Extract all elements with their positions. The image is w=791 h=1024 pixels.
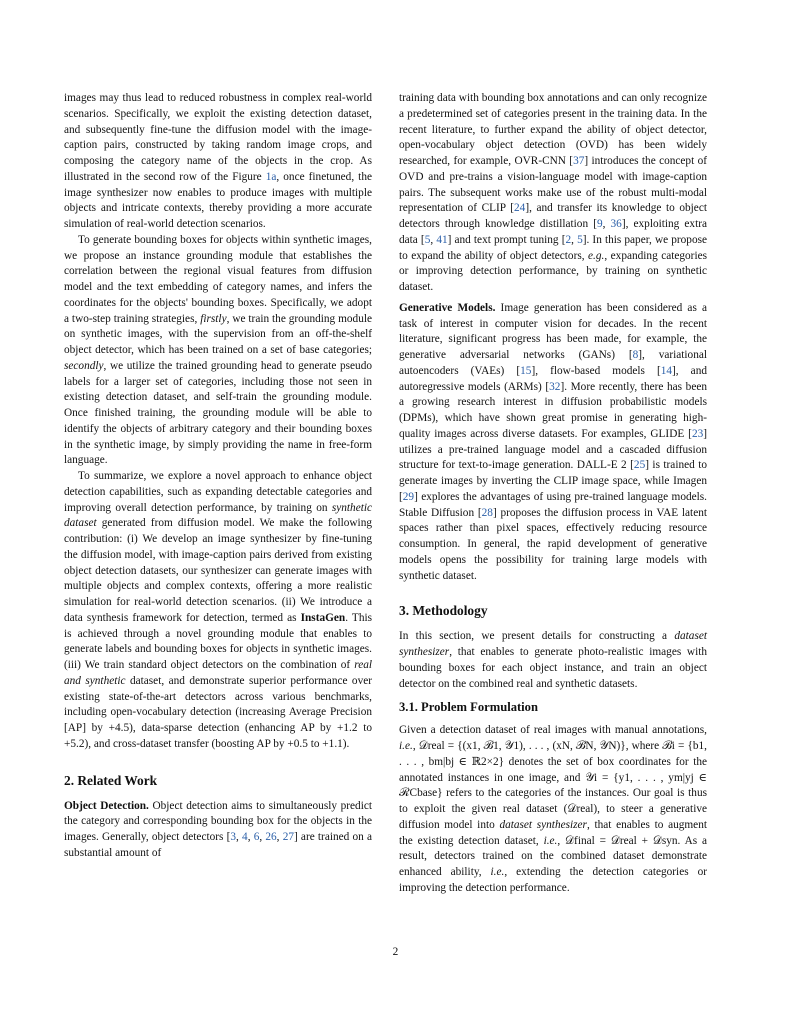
citation[interactable]: 9 <box>596 218 603 230</box>
right-column <box>399 91 707 897</box>
citation[interactable]: 29 <box>402 490 415 503</box>
generative-models-label: Generative Models. <box>399 301 496 314</box>
object-detection-label: Object Detection. <box>64 799 149 812</box>
generative-models-paragraph: Generative Models. Image generation has been considered as a task of interest in computer vision for decades. In the recent literature, significant progress has been made, for example, the generative adversarial networks (GANs) [8], variational autoencoders (VAEs) [15], flow-based models [14], and autoregressive models (ARMs) [32]. More recently, there has been a growing research interest in diffusion probabilistic models (DPMs), which have shown great promise in generating high-quality images across diverse datasets. For examples, GLIDE [23] utilizes a pre-trained language model and a cascaded diffusion structure for text-to-image generation. DALL-E 2 [25] is trained to generate images by inverting the CLIP image space, while Imagen [29] explores the advantages of using pre-trained language models. Stable Diffusion [28] proposes the diffusion process in VAE latent spaces rather than pixel spaces, effectively reducing resource consumption. In general, the rapid development of generative models opens the possibility for training large models with synthetic dataset. <box>399 301 708 582</box>
methodology-heading: 3. Methodology <box>399 603 488 619</box>
citation[interactable]: 28 <box>481 506 493 519</box>
citation[interactable]: 23 <box>691 427 704 440</box>
citation[interactable]: 36 <box>610 218 622 230</box>
citation[interactable]: 3 <box>230 831 237 843</box>
page-number: 2 <box>392 946 399 958</box>
citation[interactable]: 14 <box>660 364 673 377</box>
citation[interactable]: 8 <box>632 349 639 361</box>
citation[interactable]: 6 <box>253 831 260 843</box>
grounding-module-paragraph: To generate bounding boxes for objects within synthetic images, we propose an instance grounding module that establishes the correlation between the regional visual features from diffusion model and the text embedding of category names, and infers the coordinates for the objects' bounding boxes. Specifically, we adopt a two-step training strategies, firstly, we train the grounding module on synthetic images, with the supervision from an off-the-shelf object detector, which has been trained on a set of base categories; secondly, we utilize the trained grounding head to generate pseudo labels for a larger set of categories, including those not seen in existing detection dataset, and self-train the grounding module. Once finished training, the grounding module will be able to identify the objects of arbitrary category and their bounding boxes in the synthetic image, by simply providing the name in free-form language. <box>64 233 372 467</box>
ovd-paragraph: training data with bounding box annotations and can only recognize a predetermined set of categories present in the training data. In the recent literature, to further expand the ability of object detector, open-vocabulary object detection (OVD) has been widely researched, for example, OVR-CNN [37] introduces the concept of OVD and pre-trains a vision-language model with image-caption pairs. The subsequent works make use of the robust multi-modal representation of CLIP [24], and transfer its knowledge to object detectors through knowledge distillation [9, 36], exploiting extra data [5, 41] and text prompt tuning [2, 5]. In this paper, we propose to expand the ability of object detectors, e.g., expanding categories or improving detection performance, by training on synthetic dataset. <box>399 92 708 293</box>
methodology-intro-paragraph: In this section, we present details for constructing a dataset synthesizer, that enables to generate photo-realistic images with bounding boxes for each object instance, and train an object detector on the combined real and synthetic datasets. <box>399 630 707 690</box>
figure-ref-1a[interactable]: 1a <box>265 170 277 183</box>
related-work-heading: 2. Related Work <box>64 772 158 788</box>
object-detection-paragraph: Object Detection. Object detection aims to simultaneously predict the category and corresponding bounding box for the objects in the images. Generally, object detectors [3, 4, 6, 26, 27] are trained on a substantial amount of <box>64 799 372 859</box>
citation[interactable]: 26 <box>265 831 277 843</box>
citation[interactable]: 27 <box>282 831 294 843</box>
citation[interactable]: 41 <box>436 233 448 246</box>
contributions-paragraph: To summarize, we explore a novel approach to enhance object detection capabilities, such as expanding detectable categories and improving overall detection performance, by training on synthetic dataset generated from diffusion model. We make the following contribution: (i) We develop an image synthesizer by fine-tuning the diffusion model, with image-caption pairs derived from existing object detection datasets, our synthesizer can generate images with multiple objects and complex contexts, offering a more realistic simulation for real-world detection scenarios. (ii) We introduce a data synthesis framework for detection, termed as InstaGen. This is achieved through a novel grounding module that enables to generate labels and bounding boxes for objects in synthetic images. (iii) We train standard object detectors on the combination of real and synthetic dataset, and demonstrate superior performance over existing state-of-the-art detectors across various benchmarks, including open-vocabulary detection (increasing Average Precision [AP] by +4.5), data-sparse detection (enhancing AP by +1.2 to +5.2), and cross-dataset transfer (boosting AP by +0.5 to +1.1). <box>64 470 372 750</box>
citation[interactable]: 32 <box>549 380 561 393</box>
citation[interactable]: 4 <box>242 831 248 843</box>
problem-formulation-heading: 3.1. Problem Formulation <box>399 700 538 715</box>
citation[interactable]: 5 <box>577 233 583 246</box>
equation-final-dataset: , 𝒟final = 𝒟real + 𝒟syn. <box>557 834 681 847</box>
citation[interactable]: 15 <box>520 364 532 377</box>
instagen-name: InstaGen <box>300 611 346 624</box>
citation[interactable]: 25 <box>633 459 646 472</box>
citation[interactable]: 37 <box>573 155 585 167</box>
citation[interactable]: 5 <box>424 233 431 246</box>
intro-paragraph-continued: images may thus lead to reduced robustness in complex real-world scenarios. Specifically, we exploit the existing detection dataset, and subsequently fine-tune the diffusion model with the image-caption pairs, constructed by taking random image crops, and composing the category name of the objects in the crop. As illustrated in the second row of the Figure 1a, once finetuned, the image synthesizer now enables to produce images with multiple objects and intricate contexts, thereby providing a more accurate simulation of real-world detection scenarios. <box>64 92 372 230</box>
left-column <box>64 91 372 862</box>
equation-real-dataset: , 𝒟real = {(x1, ℬ1, 𝒴1), . . . , (xN, ℬN, 𝒴N)}, <box>412 740 629 752</box>
citation[interactable]: 2 <box>565 233 572 246</box>
problem-formulation-paragraph: Given a detection dataset of real images with manual annotations, i.e., 𝒟real = {(x1, ℬ1, 𝒴1), . . . , (xN, ℬN, 𝒴N)}, where ℬi = {b1, . . . , bm|bj ∈ ℝ2×2} denotes the set of box coordinates for the annotated instances in one image, and 𝒴i = {y1, . . . , ym|yj ∈ ℛCbase} refers to the categories of the instances. Our goal is thus to exploit the given real dataset (𝒟real), to steer a generative diffusion model into dataset synthesizer, that enables to augment the existing detection dataset, i.e., 𝒟final = 𝒟real + 𝒟syn. As a result, detectors trained on the combined dataset demonstrate enhanced ability, i.e., extending the detection categories or improving the detection performance. <box>399 724 708 894</box>
citation[interactable]: 24 <box>514 202 526 215</box>
